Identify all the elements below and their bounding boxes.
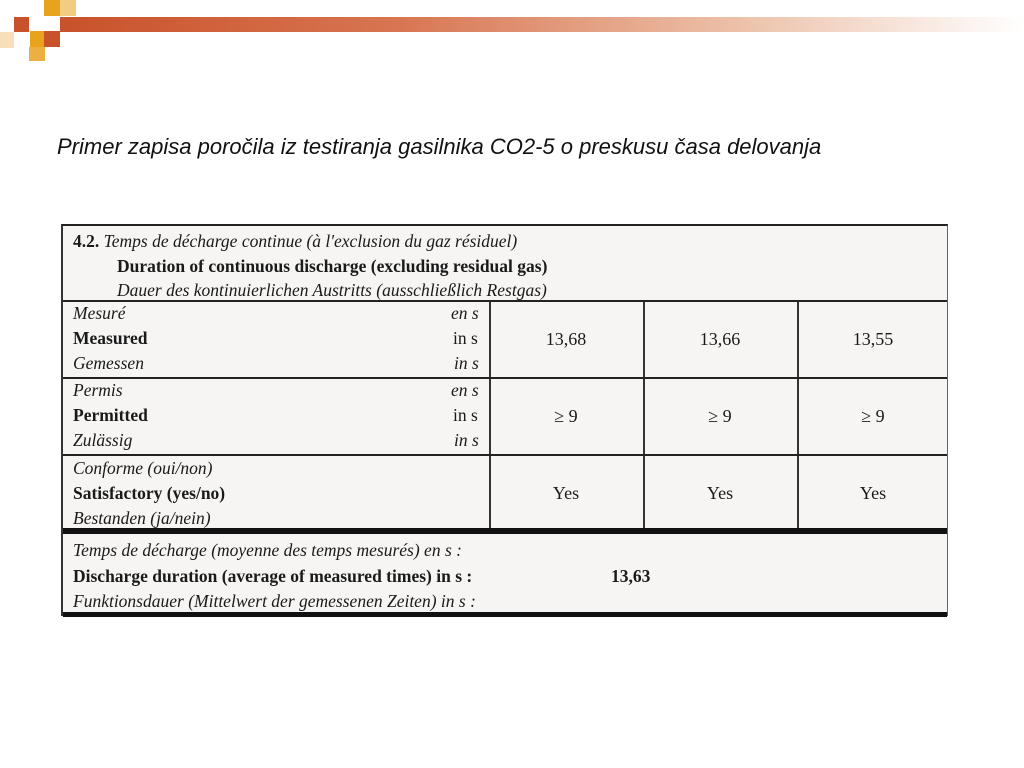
row-label-fr: Conforme (oui/non) [73,458,213,478]
row-unit-en: in s [453,328,478,348]
decor-square [44,0,60,16]
header-fr: Temps de décharge continue (à l'exclusion du gaz résiduel) [103,231,518,251]
row-unit-en: in s [453,405,478,425]
decor-gradient-bar [60,17,1024,32]
slide-caption: Primer zapisa poročila iz testiranja gasilnika CO2-5 o preskusu časa delovanja [57,134,822,159]
decor-square [14,17,29,32]
value-cell: ≥ 9 [861,406,885,426]
value-cell: Yes [552,483,580,503]
bottom-rule [63,612,947,617]
header-de: Dauer des kontinuierlichen Austritts (ausschließlich Restgas) [117,280,547,300]
row-label-fr: Permis [73,380,123,400]
section-number: 4.2. [73,231,100,251]
summary-en: Discharge duration (average of measured times) in s : [73,566,473,586]
row-unit-de: in s [454,353,479,373]
decor-square [0,32,14,48]
row-label-de: Bestanden (ja/nein) [73,508,211,528]
decor-square [29,47,45,61]
row-label-en: Measured [73,328,148,348]
decor-square [60,0,76,16]
row-unit-fr: en s [451,380,479,400]
value-cell: 13,68 [545,329,587,349]
row-unit-fr: en s [451,303,479,323]
decor-square [44,31,60,47]
value-cell: 13,55 [852,329,894,349]
header-en: Duration of continuous discharge (excluding residual gas) [117,256,548,276]
table-row-permitted [63,379,947,456]
scanned-test-report [61,224,948,616]
row-label-en: Satisfactory (yes/no) [73,483,226,503]
row-label-en: Permitted [73,405,148,425]
row-label-fr: Mesuré [73,303,126,323]
value-cell: ≥ 9 [708,406,732,426]
row-unit-de: in s [454,430,479,450]
value-cell: Yes [859,483,887,503]
row-label-de: Zulässig [73,430,133,450]
value-cell: ≥ 9 [554,406,578,426]
row-label-de: Gemessen [73,353,144,373]
form-header [63,226,947,302]
summary-value: 13,63 [611,566,651,586]
header-fr-line [73,231,517,252]
value-cell: Yes [706,483,734,503]
table-row-measured [63,302,947,379]
table-row-satisfactory [63,456,947,534]
summary-fr: Temps de décharge (moyenne des temps mesurés) en s : [73,540,462,560]
value-cell: 13,66 [699,329,741,349]
summary-de: Funktionsdauer (Mittelwert der gemessenen Zeiten) in s : [73,591,476,611]
